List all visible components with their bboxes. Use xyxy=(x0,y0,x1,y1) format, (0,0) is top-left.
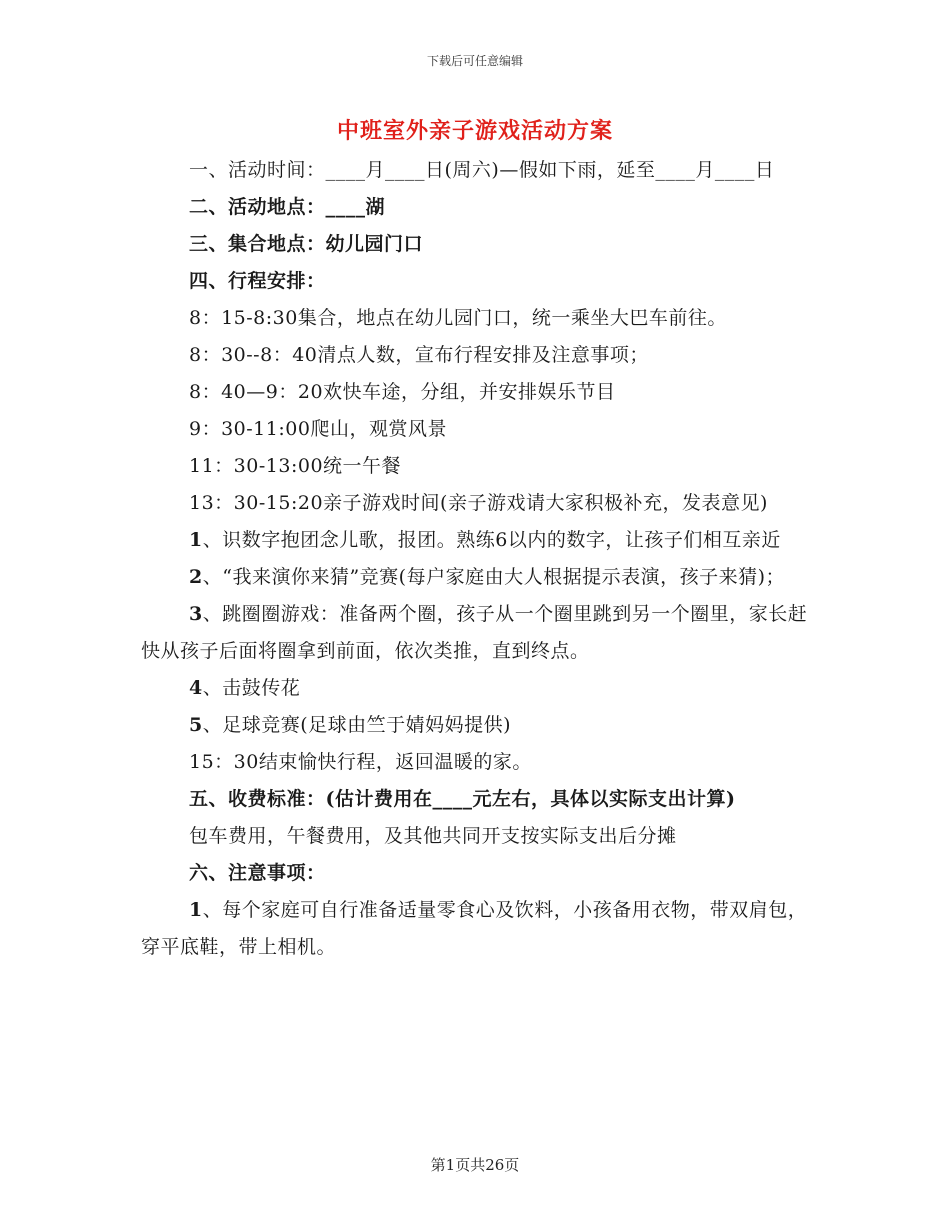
game-item xyxy=(141,522,813,559)
game-item xyxy=(141,559,813,596)
schedule-item: 8：15-8:30集合，地点在幼儿园门口，统一乘坐大巴车前往。 xyxy=(189,307,727,329)
game-number: 1 xyxy=(189,529,203,551)
schedule-item: 9：30-11:00爬山，观赏风景 xyxy=(189,418,447,440)
note-text: 、每个家庭可自行准备适量零食心及饮料，小孩备用衣物，带双肩包，穿平底鞋，带上相机。 xyxy=(141,899,808,958)
header-note: 下载后可任意编辑 xyxy=(426,54,523,68)
document-body xyxy=(141,152,813,966)
game-text: 、识数字抱团念儿歌，报团。熟练6以内的数字，让孩子们相互亲近 xyxy=(202,529,781,551)
note-item xyxy=(141,892,813,966)
section-meeting-point: 三、集合地点：幼儿园门口 xyxy=(189,233,424,255)
schedule-item: 11：30-13:00统一午餐 xyxy=(189,455,402,477)
game-text: 、跳圈圈游戏：准备两个圈，孩子从一个圈里跳到另一个圈里，家长赶快从孩子后面将圈拿到前面，依次类推，直到终点。 xyxy=(141,603,808,662)
section-activity-location: 二、活动地点：____湖 xyxy=(189,196,386,218)
section-notes: 六、注意事项： xyxy=(189,862,326,884)
section-activity-time: 一、活动时间：____月____日(周六)—假如下雨，延至____月____日 xyxy=(189,159,775,181)
game-item xyxy=(141,596,813,670)
game-number: 2 xyxy=(189,566,203,588)
section-itinerary: 四、行程安排： xyxy=(189,270,326,292)
page-footer: 第1页共26页 xyxy=(430,1156,520,1174)
schedule-item: 8：30--8：40清点人数，宣布行程安排及注意事项； xyxy=(189,344,649,366)
fees-detail: 包车费用，午餐费用，及其他共同开支按实际支出后分摊 xyxy=(189,825,677,847)
game-number: 3 xyxy=(189,603,203,625)
game-item xyxy=(141,670,813,707)
note-number: 1 xyxy=(189,899,203,921)
game-number: 4 xyxy=(189,677,203,699)
game-item xyxy=(141,707,813,744)
schedule-item: 15：30结束愉快行程，返回温暖的家。 xyxy=(189,751,532,773)
schedule-item: 8：40—9：20欢快车途，分组，并安排娱乐节目 xyxy=(189,381,616,403)
document-title: 中班室外亲子游戏活动方案 xyxy=(336,118,613,144)
section-fees: 五、收费标准：(估计费用在____元左右，具体以实际支出计算) xyxy=(189,788,736,810)
game-text: 、足球竞赛(足球由竺于婧妈妈提供) xyxy=(202,714,512,736)
schedule-item: 13：30-15:20亲子游戏时间(亲子游戏请大家积极补充，发表意见) xyxy=(189,492,768,514)
game-text: 、击鼓传花 xyxy=(202,677,301,699)
game-number: 5 xyxy=(189,714,203,736)
game-text: 、“我来演你来猜”竞赛(每户家庭由大人根据提示表演，孩子来猜)； xyxy=(202,566,785,588)
